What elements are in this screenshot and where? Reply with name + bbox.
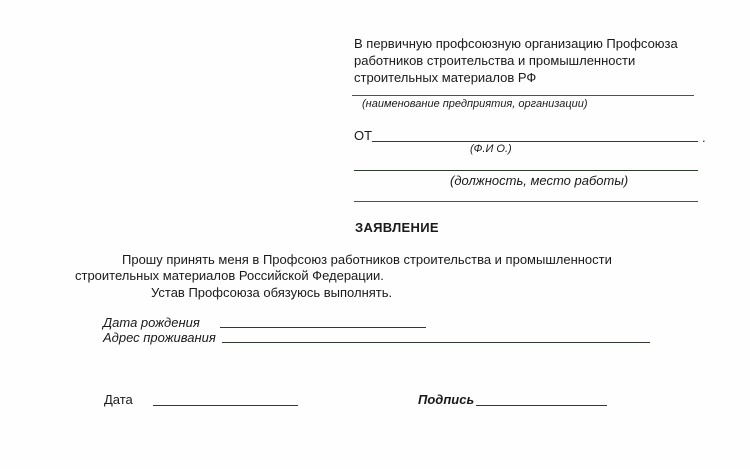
body-line-2: строительных материалов Российской Федерации. bbox=[75, 268, 384, 283]
from-end-dot: . bbox=[702, 130, 706, 145]
body-line-1: Прошу принять меня в Профсоюз работников строительства и промышленности bbox=[122, 252, 612, 267]
signature-line[interactable] bbox=[476, 405, 607, 406]
signature-label: Подпись bbox=[418, 392, 475, 407]
birth-date-label: Дата рождения bbox=[103, 315, 200, 330]
fio-caption: (Ф.И О.) bbox=[470, 143, 512, 155]
birth-date-line[interactable] bbox=[220, 327, 426, 328]
address-line[interactable] bbox=[222, 342, 650, 343]
recipient-line-3: строительных материалов РФ bbox=[354, 70, 537, 85]
recipient-caption: (наименование предприятия, организации) bbox=[362, 98, 588, 110]
document-title: ЗАЯВЛЕНИЕ bbox=[355, 220, 439, 235]
recipient-line-1: В первичную профсоюзную организацию Профсоюза bbox=[354, 36, 678, 51]
position-line-1[interactable] bbox=[354, 170, 698, 171]
body-line-3: Устав Профсоюза обязуюсь выполнять. bbox=[151, 285, 393, 300]
from-label: ОТ bbox=[354, 128, 373, 143]
date-label: Дата bbox=[104, 392, 133, 407]
recipient-underline bbox=[352, 95, 694, 96]
fio-line[interactable] bbox=[372, 141, 698, 142]
recipient-line-2: работников строительства и промышленности bbox=[354, 53, 636, 68]
position-caption: (должность, место работы) bbox=[450, 173, 629, 188]
date-line[interactable] bbox=[153, 405, 298, 406]
address-label: Адрес проживания bbox=[103, 330, 216, 345]
position-line-2[interactable] bbox=[354, 201, 698, 202]
